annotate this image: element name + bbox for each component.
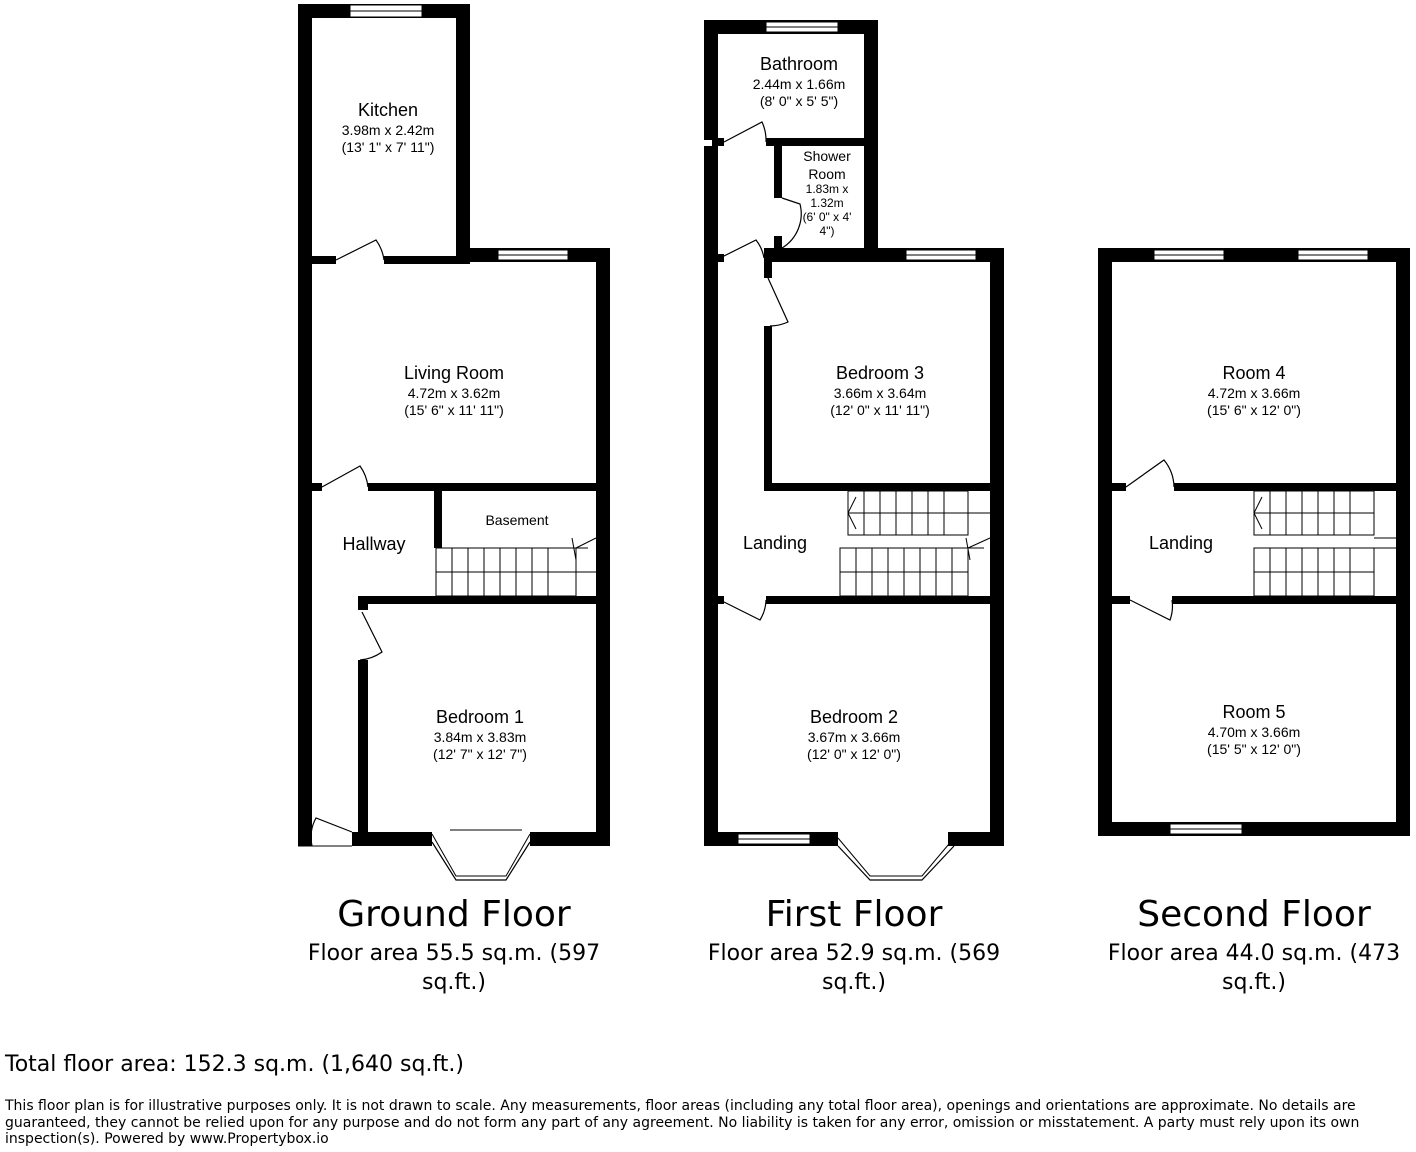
shower-room-name-1: Shower xyxy=(803,148,851,164)
shower-room-metric-1: 1.83m x xyxy=(805,182,849,196)
room5-metric: 4.70m x 3.66m xyxy=(1207,724,1301,740)
bathroom-label xyxy=(753,54,846,109)
bedroom1-label xyxy=(433,707,527,762)
bathroom-name: Bathroom xyxy=(759,54,839,74)
floor-area-line1: Floor area 44.0 sq.m. (473 xyxy=(1107,941,1401,966)
floor-title: First Floor xyxy=(765,894,943,935)
bathroom-imperial: (8' 0" x 5' 5") xyxy=(759,93,839,109)
room4-imperial: (15' 6" x 12' 0") xyxy=(1207,402,1301,418)
basement-name: Basement xyxy=(485,512,549,528)
shower-room-imperial-1: (6' 0" x 4' xyxy=(802,210,852,224)
ground-floor-caption xyxy=(284,895,624,997)
room5-imperial: (15' 5" x 12' 0") xyxy=(1207,741,1301,757)
living-room-imperial: (15' 6" x 11' 11") xyxy=(404,402,504,418)
living-room-name: Living Room xyxy=(403,363,505,383)
room4-label xyxy=(1207,363,1301,418)
second-floor-stairs xyxy=(1254,491,1396,596)
living-room-label xyxy=(404,363,504,418)
floor-area xyxy=(1084,939,1416,997)
room5-label xyxy=(1207,702,1301,757)
landing-first-name: Landing xyxy=(742,533,808,553)
shower-room-label xyxy=(803,148,852,238)
bedroom3-name: Bedroom 3 xyxy=(835,363,925,383)
kitchen-metric: 3.98m x 2.42m xyxy=(341,122,435,138)
bedroom1-metric: 3.84m x 3.83m xyxy=(433,729,527,745)
floor-area-line2: sq.ft.) xyxy=(1222,970,1286,995)
floor-area xyxy=(684,939,1024,997)
room5-name: Room 5 xyxy=(1222,702,1286,722)
bedroom2-metric: 3.67m x 3.66m xyxy=(807,729,901,745)
room4-metric: 4.72m x 3.66m xyxy=(1207,385,1301,401)
floor-area-line1: Floor area 52.9 sq.m. (569 xyxy=(707,941,1001,966)
room4-name: Room 4 xyxy=(1222,363,1286,383)
first-floor-caption xyxy=(684,895,1024,997)
floor-title: Second Floor xyxy=(1137,894,1371,935)
bedroom2-name: Bedroom 2 xyxy=(809,707,899,727)
kitchen-label xyxy=(342,100,435,155)
floor-area-line2: sq.ft.) xyxy=(822,970,886,995)
shower-room-name-2: Room xyxy=(808,166,846,182)
bedroom1-imperial: (12' 7" x 12' 7") xyxy=(433,746,527,762)
bedroom3-imperial: (12' 0" x 11' 11") xyxy=(830,402,930,418)
shower-room-imperial-2: 4") xyxy=(819,224,835,238)
ground-stairs xyxy=(436,538,596,596)
landing-second-name: Landing xyxy=(1148,533,1214,553)
floor-area xyxy=(284,939,624,997)
kitchen-name: Kitchen xyxy=(357,100,419,120)
floor-area-line2: sq.ft.) xyxy=(422,970,486,995)
bedroom2-label xyxy=(807,707,901,762)
second-floor-caption xyxy=(1084,895,1416,997)
bedroom3-label xyxy=(830,363,930,418)
floor-title: Ground Floor xyxy=(337,894,571,935)
first-floor-stairs xyxy=(840,491,990,596)
living-room-metric: 4.72m x 3.62m xyxy=(407,385,501,401)
bathroom-metric: 2.44m x 1.66m xyxy=(752,76,846,92)
hallway-name: Hallway xyxy=(342,534,406,554)
bedroom1-name: Bedroom 1 xyxy=(435,707,525,727)
bedroom3-metric: 3.66m x 3.64m xyxy=(833,385,927,401)
kitchen-imperial: (13' 1" x 7' 11") xyxy=(341,139,435,155)
shower-room-metric-2: 1.32m xyxy=(810,196,844,210)
bedroom2-imperial: (12' 0" x 12' 0") xyxy=(807,746,901,762)
disclaimer-text: This floor plan is for illustrative purposes only. It is not drawn to scale. Any measurements, floor areas (including any total floor area), openings and orientations are approximate. No details are guaranteed, they cannot be relied upon for any purpose and do not form any part of any agreement. No liability is taken for any error, omission or misstatement. A party must rely upon its own inspection(s). Powered by www.Propertybox.io xyxy=(5,1098,1360,1147)
floor-area-line1: Floor area 55.5 sq.m. (597 xyxy=(307,941,601,966)
total-floor-area: Total floor area: 152.3 sq.m. (1,640 sq.ft.) xyxy=(5,1052,465,1077)
